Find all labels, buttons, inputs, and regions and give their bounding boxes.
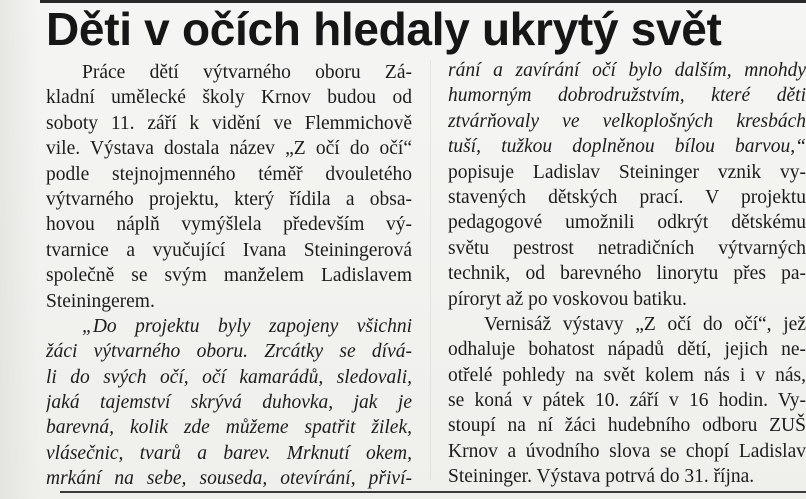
column-gutter [430, 60, 431, 480]
text-line: mrkání na sebe, souseda, otevírání, přiví- [46, 468, 412, 490]
text-line: barevná, kolik zde můžeme spatřit žilek, [46, 417, 412, 439]
text-line: společně se svým manželem Ladislavem [46, 265, 412, 287]
article-headline: Děti v očích hledaly ukrytý svět [46, 3, 722, 55]
text-line: Steiningerem. [46, 290, 155, 312]
text-line: stavených dětských prací. V projektu [448, 186, 806, 208]
text-line: pedagogové umožnili odkrýt dětskému [448, 212, 806, 234]
text-line: „Do projektu byly zapojeny všichni [82, 315, 412, 337]
text-line: tvarnice a vyučující Ivana Steiningerová [46, 239, 412, 261]
text-line: otřelé pohledy na svět kolem nás i v nás, [448, 364, 806, 386]
text-line: výtvarného projektu, který řídila a obsa- [46, 188, 412, 210]
text-line: kladní umělecké školy Krnov budou od [46, 87, 412, 109]
text-line: Práce dětí výtvarného oboru Zá- [82, 62, 412, 83]
text-line: Vernisáž výstavy „Z očí do očí“, jež [484, 313, 806, 335]
text-line: vile. Výstava dostala název „Z očí do očí“ [46, 138, 412, 160]
text-line: soboty 11. září k vidění ve Flemmichově [46, 112, 412, 134]
text-line: podle stejnojmenného téměř dvouletého [46, 163, 412, 185]
text-line: jaká tajemství skrývá duhovka, jak je [46, 392, 412, 414]
text-line: Steininger. Výstava potrvá do 31. října. [448, 466, 755, 488]
text-line: se koná v pátek 10. září v 16 hodin. Vy- [448, 390, 806, 412]
left-text-column [46, 60, 412, 492]
text-line: vlásečnic, tvarů a barev. Mrknutí okem, [46, 442, 412, 464]
text-line: ztvárňovaly ve velkoplošných kresbách [448, 110, 806, 132]
text-line: žáci výtvarného oboru. Zrcátky se dívá- [46, 341, 412, 363]
text-line: stoupí na ní žáci hudebního odboru ZUŠ [448, 415, 806, 437]
text-line: technik, od barevného linorytu přes pa- [448, 263, 806, 285]
text-line: odhaluje bohatost nápadů dětí, jejich ne- [448, 339, 806, 361]
text-line: píroryt až po voskovou batiku. [448, 288, 687, 310]
text-line: hovou náplň vymýšlela především vý- [46, 214, 412, 236]
text-line: li do svých očí, očí kamarádů, sledovali, [46, 366, 412, 388]
text-line: humorným dobrodružstvím, které děti [448, 85, 806, 107]
text-line: rání a zavírání očí bylo dalším, mnohdy [448, 60, 806, 81]
text-line: popisuje Ladislav Steininger vznik vy- [448, 161, 806, 183]
text-line: Krnov a úvodního slova se chopí Ladislav [448, 440, 806, 462]
bottom-rule [60, 491, 806, 493]
text-line: světu pestrost netradičních výtvarných [448, 237, 806, 259]
page-edge-shadow [0, 0, 40, 499]
right-text-column [448, 58, 806, 490]
text-line: tuší, tužkou doplněnou bílou barvou,“ [448, 136, 806, 158]
